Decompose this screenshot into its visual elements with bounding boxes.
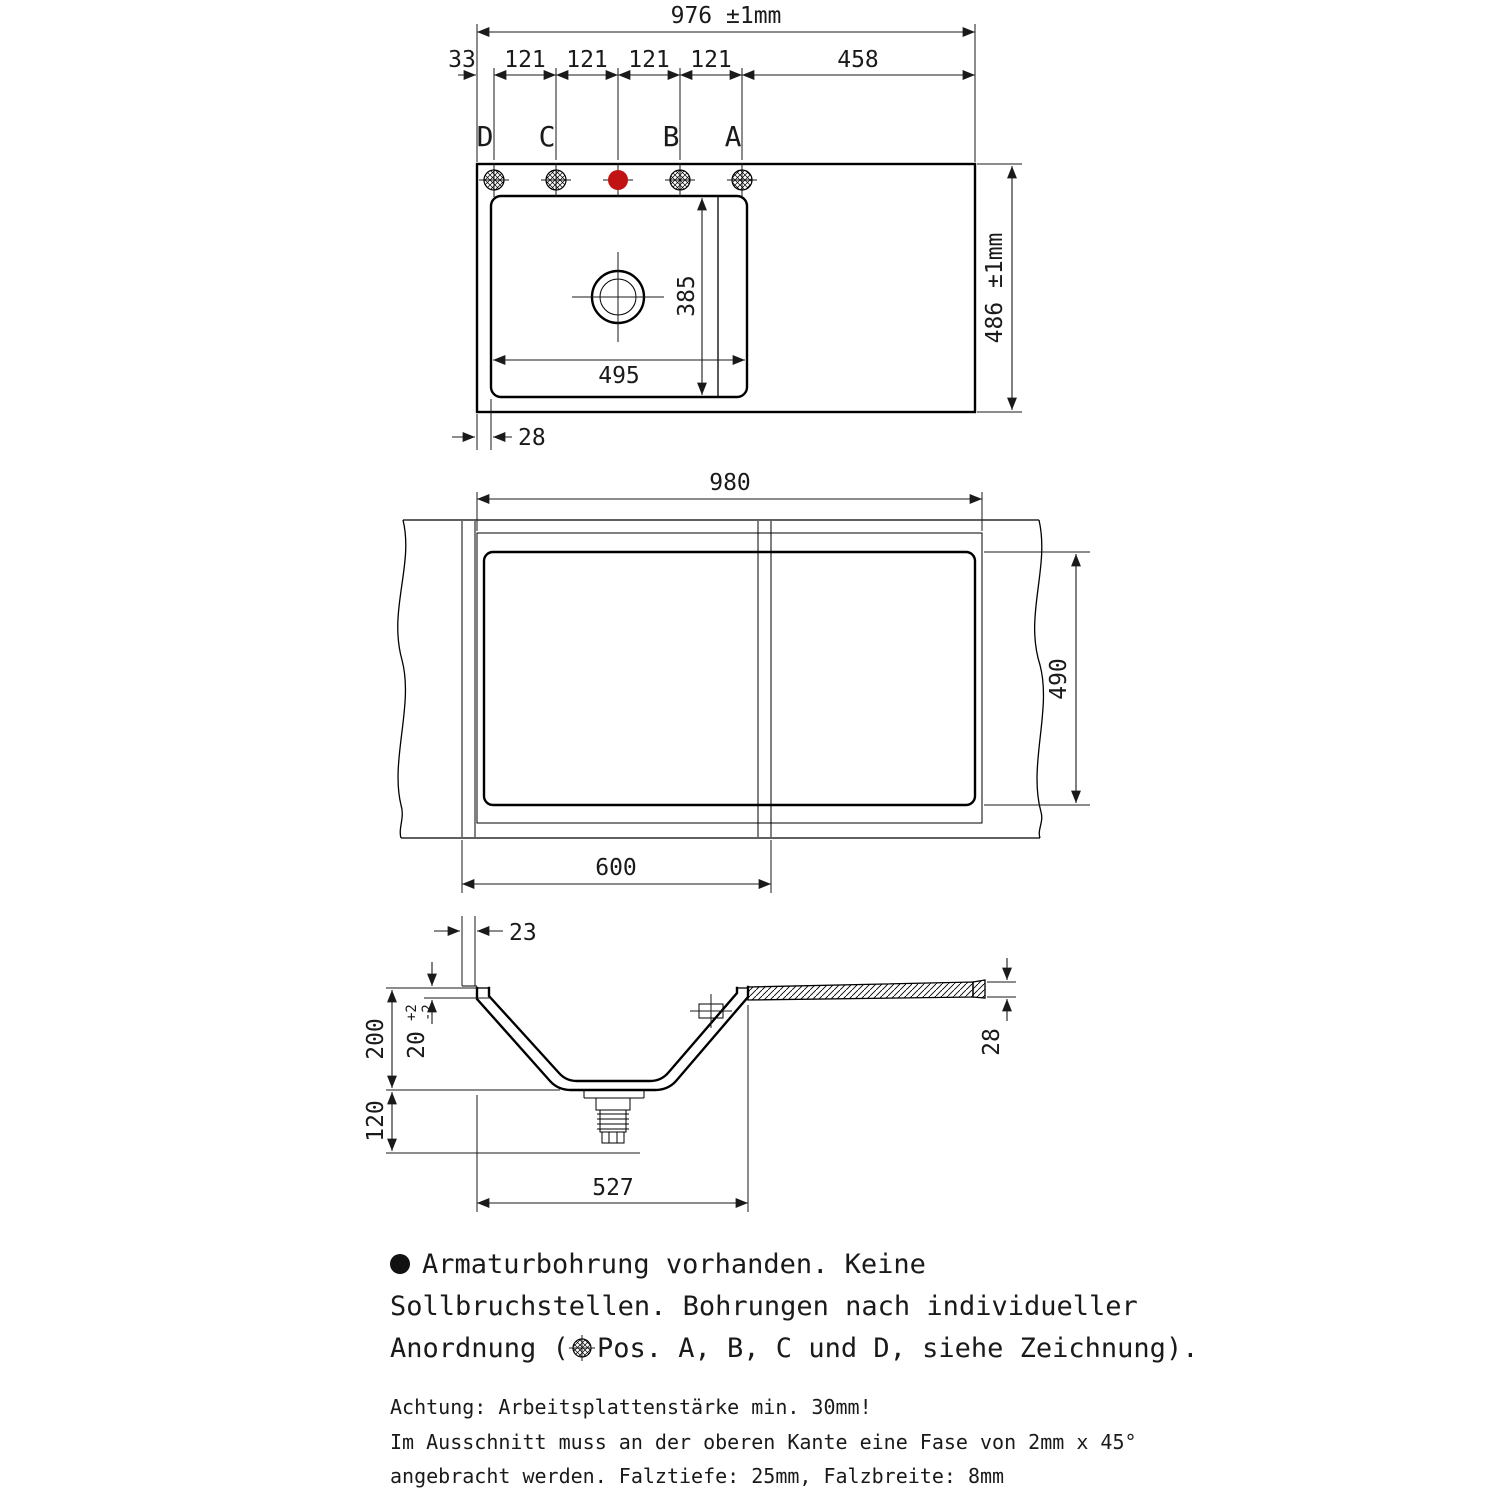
tap-hole-center-drilled	[603, 163, 633, 197]
drain-depth-label: 120	[363, 1100, 389, 1142]
cutout-depth-label: 490	[1046, 658, 1072, 700]
dim-basin-width	[493, 360, 745, 389]
rim-tol-plus: +2	[404, 1004, 420, 1021]
section-extension-lines	[386, 982, 1016, 1153]
dim-edge-offset	[452, 399, 546, 451]
dim-basin-depth	[674, 198, 702, 395]
hole-label-b: B	[662, 120, 680, 153]
note-line1: Armaturbohrung vorhanden. Keine	[422, 1249, 926, 1280]
dim-board-thickness	[979, 958, 1007, 1056]
hole-symbol-icon	[569, 1335, 595, 1361]
dim-total-depth	[363, 990, 392, 1088]
board-thickness-label: 28	[979, 1028, 1005, 1056]
cutout-outer-rect	[477, 533, 982, 823]
bullet-icon	[390, 1254, 410, 1274]
drain-symbol	[572, 252, 664, 342]
note-line3-prefix: Anordnung (	[390, 1333, 569, 1364]
dim-overall-width	[477, 3, 975, 32]
spacing-33: 33	[448, 47, 476, 73]
cutout-inner-rect	[484, 552, 975, 805]
dim-basin-outer-width	[477, 1005, 748, 1212]
dim-edge-gap	[434, 916, 537, 986]
break-line-left	[398, 520, 406, 838]
edge-offset-label: 28	[518, 425, 546, 451]
notes-block	[390, 1249, 1198, 1364]
note-line2: Sollbruchstellen. Bohrungen nach individueller	[390, 1291, 1138, 1322]
dim-hole-spacings	[448, 47, 975, 75]
warning-line3: angebracht werden. Falztiefe: 25mm, Falzbreite: 8mm	[390, 1464, 1005, 1488]
dim-cutout-width	[477, 470, 982, 531]
cutout-width-label: 980	[709, 470, 751, 496]
warnings-block	[390, 1395, 1137, 1488]
dim-drain-depth	[363, 1092, 392, 1151]
tap-hole-C	[541, 163, 571, 197]
basin-wall-outer	[477, 987, 748, 1090]
edge-gap-label: 23	[509, 920, 537, 946]
rim-tol-minus: -2	[420, 1004, 436, 1021]
spacing-121-4: 121	[690, 47, 732, 73]
overall-depth-label: 486 ±1mm	[982, 232, 1008, 344]
basin-outer-width-label: 527	[592, 1175, 634, 1201]
sink-outline	[477, 164, 975, 412]
cabinet-wall-lines	[462, 521, 771, 837]
hole-label-d: D	[476, 120, 494, 153]
basin-width-label: 495	[598, 363, 640, 389]
hole-label-a: A	[724, 120, 742, 153]
warning-line2: Im Ausschnitt muss an der oberen Kante eine Fase von 2mm x 45°	[390, 1430, 1137, 1454]
note-line3-suffix: Pos. A, B, C und D, siehe Zeichnung).	[597, 1333, 1199, 1364]
top-view-drawing	[448, 3, 1022, 451]
dim-overall-depth	[977, 164, 1022, 412]
drain-fitting-section	[584, 1090, 644, 1143]
basin-wall-inner	[489, 988, 737, 1081]
spacing-121-3: 121	[628, 47, 670, 73]
overall-width-label: 976 ±1mm	[670, 3, 782, 29]
dim-rim-height	[404, 962, 436, 1059]
cabinet-width-label: 600	[595, 855, 637, 881]
cutout-view-drawing	[398, 470, 1090, 986]
drainboard-section	[748, 980, 985, 1000]
warning-line1: Achtung: Arbeitsplattenstärke min. 30mm!	[390, 1395, 872, 1419]
spacing-458: 458	[837, 47, 879, 73]
red-drilled-hole	[608, 170, 628, 190]
hole-label-c: C	[538, 120, 556, 153]
tap-hole-A	[727, 163, 757, 197]
tap-hole-B	[665, 163, 695, 197]
rim-height-label: 20	[404, 1031, 430, 1059]
dim-cabinet-width	[462, 840, 771, 893]
basin-depth-label: 385	[674, 275, 700, 317]
total-depth-label: 200	[363, 1018, 389, 1060]
spacing-121-2: 121	[566, 47, 608, 73]
spacing-121-1: 121	[504, 47, 546, 73]
tap-hole-D	[479, 163, 509, 197]
section-view-drawing	[363, 958, 1016, 1212]
break-line-right	[1035, 520, 1044, 838]
worktop-slab	[398, 520, 1044, 838]
